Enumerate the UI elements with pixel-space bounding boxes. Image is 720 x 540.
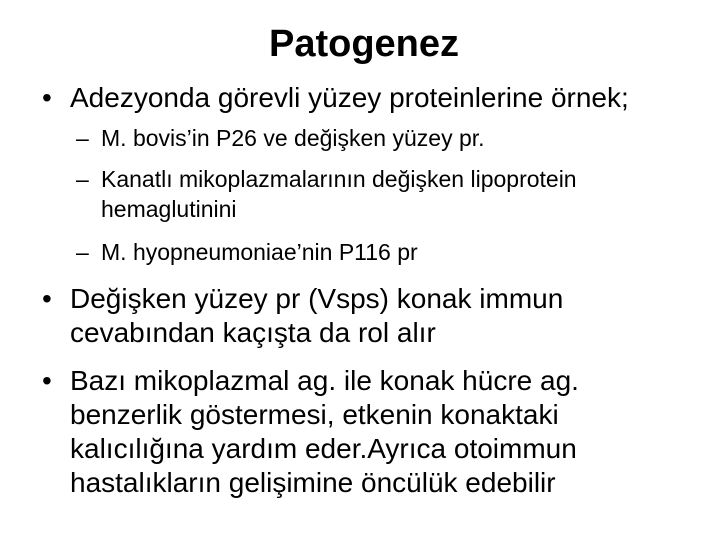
- bullet-text: [70, 81, 629, 115]
- bullet-line: cevabından kaçışta da rol alır: [70, 317, 436, 348]
- subbullet-line: hemaglutinini: [101, 196, 237, 222]
- bullet-line: kalıcılığına yardım eder.Ayrıca otoimmun: [70, 433, 577, 464]
- bullet-line: Değişken yüzey pr (Vsps) konak immun: [70, 283, 564, 314]
- subbullet-line: M. hyopneumoniae’nin P116 pr: [101, 239, 418, 265]
- bullet-marker: •: [42, 365, 52, 396]
- bullet-marker: •: [42, 283, 52, 314]
- bullet-text: [70, 282, 563, 350]
- bullet-line: Adezyonda görevli yüzey proteinlerine örnek;: [70, 82, 629, 113]
- subbullet-marker: –: [76, 166, 89, 192]
- slide-title: Patogenez: [268, 23, 460, 65]
- subbullet-text: [101, 237, 418, 267]
- bullet-text: [70, 364, 579, 500]
- subbullet-text: [101, 123, 485, 153]
- bullet-line: hastalıkların gelişimine öncülük edebilir: [70, 467, 556, 498]
- subbullet-marker: –: [76, 125, 89, 151]
- subbullet-line: Kanatlı mikoplazmalarının değişken lipoprotein: [101, 166, 577, 192]
- bullet-line: Bazı mikoplazmal ag. ile konak hücre ag.: [70, 365, 579, 396]
- subbullet-marker: –: [76, 239, 89, 265]
- subbullet-line: M. bovis’in P26 ve değişken yüzey pr.: [101, 125, 485, 151]
- bullet-marker: •: [42, 82, 52, 113]
- bullet-line: benzerlik göstermesi, etkenin konaktaki: [70, 399, 559, 430]
- subbullet-text: [101, 164, 577, 224]
